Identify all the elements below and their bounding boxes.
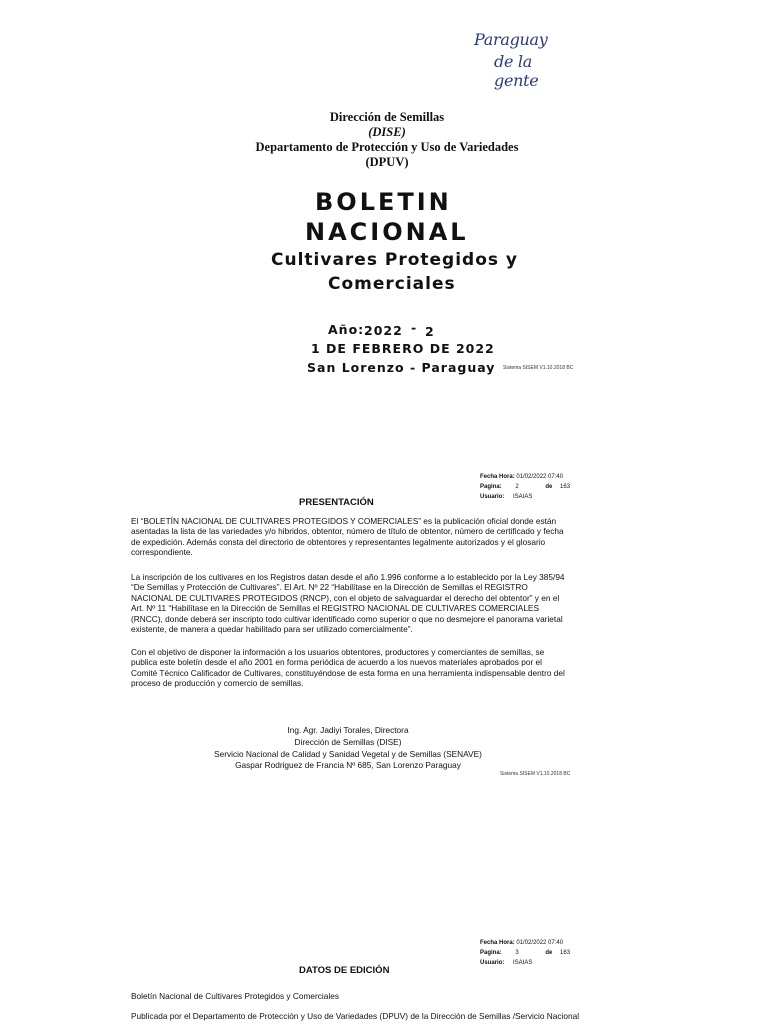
logo-line-2: de la gente — [494, 52, 539, 90]
text-line: Con el objetivo de disponer la información a los usuarios obtentores, productores y comerciantes de semillas, se — [131, 647, 545, 657]
meta-total: 163 — [560, 484, 571, 490]
year-value: 2022 — [364, 323, 403, 338]
issue-date: 1 DE FEBRERO DE 2022 — [311, 341, 495, 356]
text-line: NACIONAL DE CULTIVARES PROTEGIDOS (RNCP), con el objeto de salvaguardar el derecho del obtentor” y en el — [131, 592, 560, 603]
datos-heading: DATOS DE EDICIÓN — [299, 965, 390, 976]
text-line: Boletín Nacional de Cultivares Protegidos y Comerciales — [131, 991, 339, 1001]
page-meta-block — [480, 472, 570, 502]
text-line: Publicada por el Departamento de Protección y Uso de Variedades (DPUV) de la Dirección de Semillas /Servicio Nacional — [131, 1011, 580, 1021]
text-line: correspondiente. — [131, 547, 193, 558]
meta-fecha: 01/02/2022 07:40 — [516, 474, 564, 480]
org-direccion: Dirección de Semillas — [329, 110, 445, 124]
issue-dash: - — [411, 320, 418, 335]
meta-de-label: de — [545, 950, 553, 956]
text-line: proceso de producción y comercio de semillas. — [131, 678, 304, 689]
datos-line-2 — [131, 1011, 611, 1021]
meta-de-label: de — [545, 484, 553, 490]
org-direccion-abbr: (DISE) — [368, 125, 406, 139]
meta-total: 163 — [560, 950, 571, 956]
org-departamento: Departamento de Protección y Uso de Variedades — [255, 140, 519, 154]
title-line-1: BOLETIN — [315, 188, 452, 216]
text-line: existente, de manera a quedar habilitado para ser utilizado comercialmente”. — [131, 624, 413, 635]
meta-pagina-label: Pagina: — [480, 484, 502, 490]
text-line: Comité Técnico Calificador de Cultivares, constituyéndose de esta forma en una herramienta indispensable dentro del — [131, 667, 565, 678]
meta-fecha-label: Fecha Hora: — [480, 474, 515, 480]
year-label: Año: — [328, 322, 365, 337]
signature-block — [178, 725, 518, 772]
meta-usuario: ISAIAS — [513, 494, 533, 500]
text-line: La inscripción de los cultivares en los Registros datan desde el año 1.996 conforme a lo establecido por la Ley 385/94 — [131, 572, 565, 582]
presentacion-paragraph-3 — [131, 647, 611, 689]
text-line: publica este boletín desde el año 2001 en forma periódica de acuerdo a los nuevos materiales aprobados por el — [131, 657, 542, 668]
text-line: “De Semillas y Protección de Cultivares”. El Art. Nº 22 “Habilítase en la Dirección de Semillas el REGISTRO — [131, 582, 528, 593]
subtitle-line-2: Comerciales — [328, 274, 456, 294]
issue-place: San Lorenzo - Paraguay — [307, 360, 496, 375]
system-note: Sistema SISEM V1.10.2018 BC — [503, 365, 574, 371]
text-line: de expedición. Además consta del directorio de obtentores y representantes legalmente autorizados y el glosario — [131, 536, 546, 547]
system-note-2: Sistema SISEM V1.10.2018 BC — [500, 771, 571, 777]
text-line: Art. Nº 11 “Habilítase en la Dirección de Semillas el REGISTRO NACIONAL DE CULTIVARES COMERCIALES — [131, 603, 540, 614]
meta-pagina: 2 — [515, 484, 519, 490]
logo-line-1: Paraguay — [474, 30, 548, 49]
signature-service: Servicio Nacional de Calidad y Sanidad Vegetal y de Semillas (SENAVE) — [214, 748, 482, 759]
issue-number: 2 — [425, 324, 435, 339]
datos-line-1 — [131, 991, 611, 1001]
text-line: El “BOLETÍN NACIONAL DE CULTIVARES PROTEGIDOS Y COMERCIALES” es la publicación oficial donde están — [131, 516, 557, 526]
org-departamento-abbr: (DPUV) — [365, 155, 409, 169]
title-line-2: NACIONAL — [305, 218, 469, 246]
presentacion-heading: PRESENTACIÓN — [299, 497, 374, 508]
signature-address: Gaspar Rodriguez de Francia Nº 685, San Lorenzo Paraguay — [235, 760, 461, 771]
meta-pagina: 3 — [515, 950, 519, 956]
subtitle-line-1: Cultivares Protegidos y — [271, 250, 519, 270]
meta-fecha-label: Fecha Hora: — [480, 940, 515, 946]
signature-name: Ing. Agr. Jadiyi Torales, Directora — [287, 725, 409, 735]
meta-usuario-label: Usuario: — [480, 494, 505, 500]
page-meta-block-2 — [480, 938, 570, 968]
meta-fecha: 01/02/2022 07:40 — [516, 940, 564, 946]
meta-usuario-label: Usuario: — [480, 960, 505, 966]
text-line: (RNCC), donde deberá ser inscripto todo cultivar identificado como superior o que no desmejore el panorama varietal — [131, 613, 563, 624]
text-line: asentadas la lista de las variedades y/o hibridos, obtentor, número de título de obtentor, número de certificado y fecha — [131, 526, 564, 537]
presentacion-paragraph-2 — [131, 572, 611, 634]
signature-dept: Dirección de Semillas (DISE) — [294, 736, 402, 747]
meta-pagina-label: Pagina: — [480, 950, 502, 956]
presentacion-paragraph-1 — [131, 516, 611, 558]
meta-usuario: ISAIAS — [513, 960, 533, 966]
